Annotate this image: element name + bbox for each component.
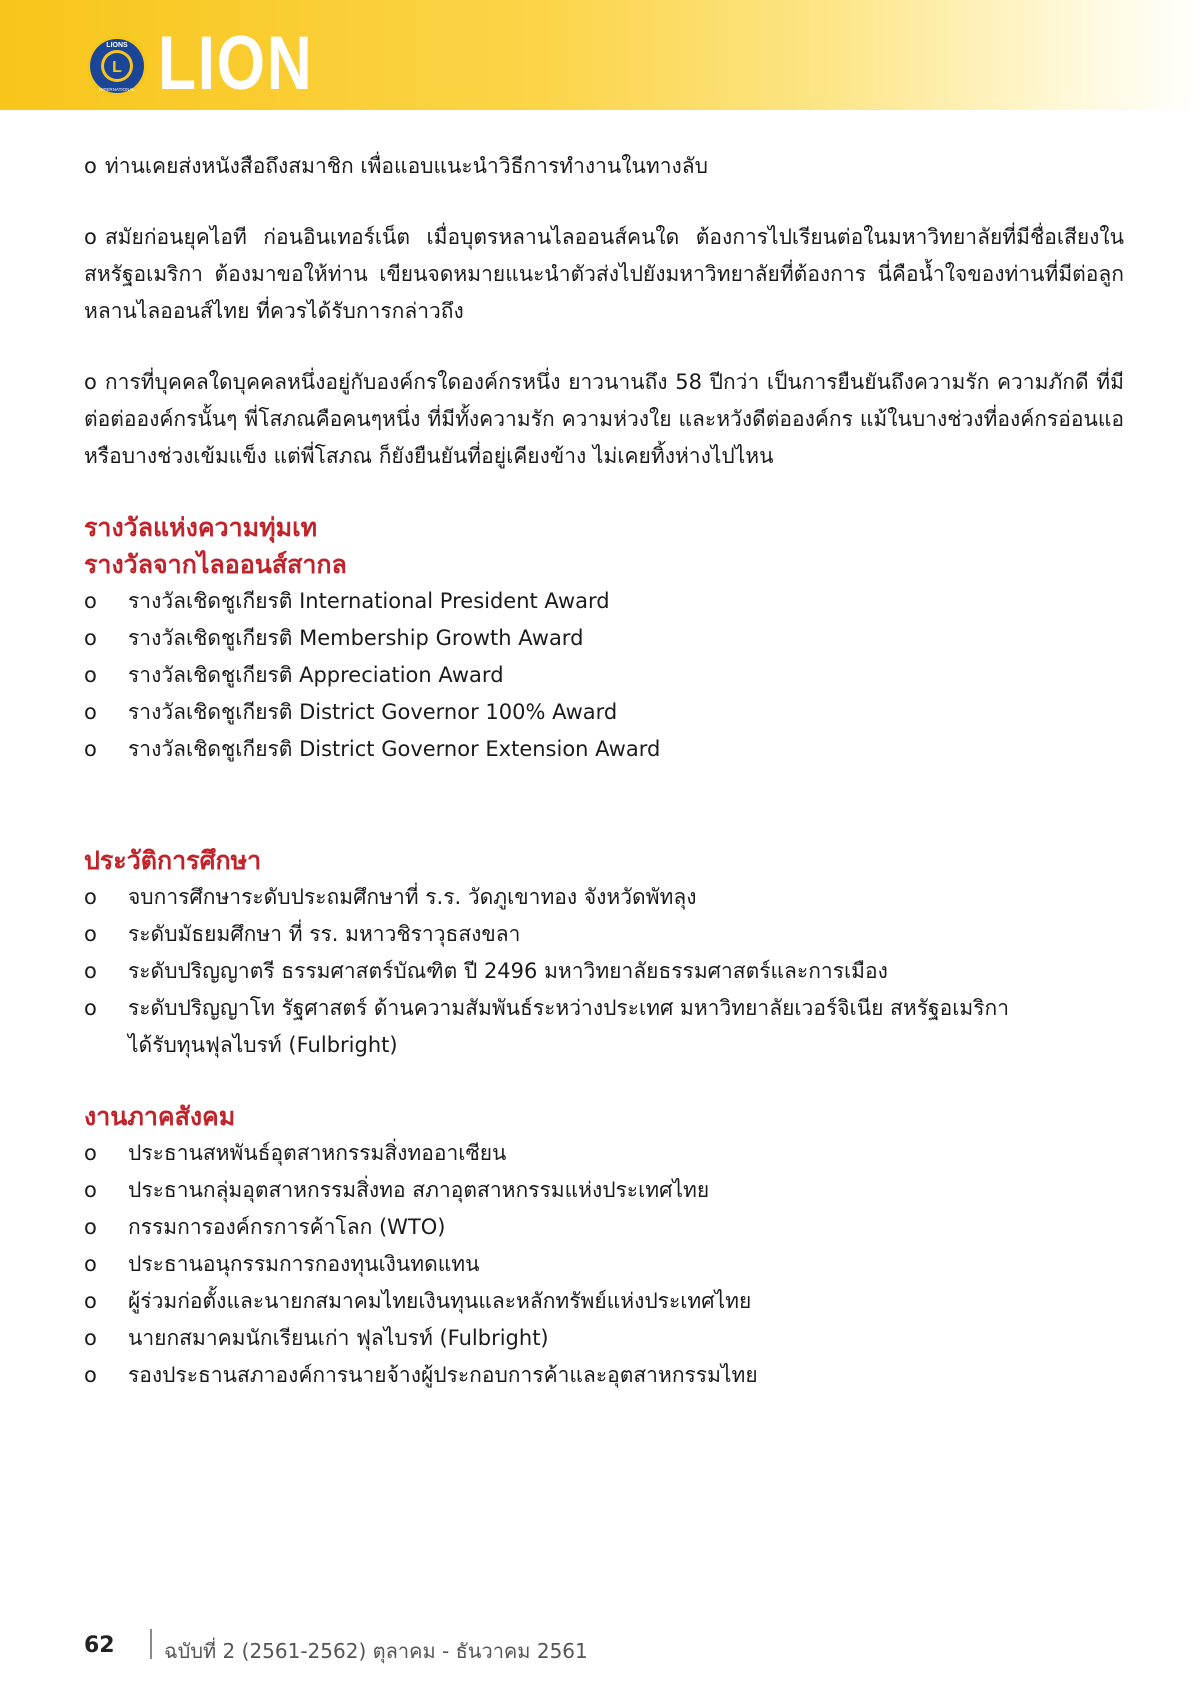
list-item [84, 990, 1124, 1064]
list-item [84, 1135, 1124, 1172]
list-item-text: นายกสมาคมนักเรียนเก่า ฟุลไบรท์ (Fulbright) [128, 1326, 549, 1350]
list-item [84, 1209, 1124, 1246]
list-item-text: ระดับมัธยมศึกษา ที่ รร. มหาวชิราวุธสงขลา [128, 922, 521, 946]
bullet-marker: o [84, 589, 97, 613]
bullet-marker: o [84, 1289, 97, 1313]
list-item [84, 1246, 1124, 1283]
list-item [84, 1320, 1124, 1357]
logo-top-text: LIONS [106, 42, 128, 49]
awards-subheading: รางวัลจากไลออนส์สากล [84, 550, 347, 579]
list-item-text: ประธานกลุ่มอุตสาหกรรมสิ่งทอ สภาอุตสาหกรรมแห่งประเทศไทย [128, 1178, 710, 1202]
list-item-text: ผู้ร่วมก่อตั้งและนายกสมาคมไทยเงินทุนและหลักทรัพย์แห่งประเทศไทย [128, 1289, 752, 1313]
logo-bottom-text: INTERNATIONAL [99, 87, 135, 92]
list-item [84, 879, 1124, 916]
lions-logo [86, 35, 148, 97]
list-item-text: ประธานสหพันธ์อุตสาหกรรมสิ่งทออาเซียน [128, 1141, 507, 1165]
list-item-text-continued: ได้รับทุนฟุลไบรท์ (Fulbright) [128, 1033, 398, 1057]
bullet-marker: o [84, 737, 97, 761]
issue-info: ฉบับที่ 2 (2561-2562) ตุลาคม - ธันวาคม 2561 [164, 1639, 588, 1663]
page-footer [84, 1627, 1134, 1667]
list-item [84, 657, 1124, 694]
list-item-text: รางวัลเชิดชูเกียรติ District Governor Extension Award [128, 737, 661, 761]
list-item [84, 583, 1124, 620]
bullet-marker: o [84, 1326, 97, 1350]
list-item-text: กรรมการองค์กรการค้าโลก (WTO) [128, 1215, 446, 1239]
list-item-text: ระดับปริญญาโท รัฐศาสตร์ ด้านความสัมพันธ์ระหว่างประเทศ มหาวิทยาลัยเวอร์จิเนีย สหรัฐอเมริกา [128, 996, 1010, 1020]
list-item-text: จบการศึกษาระดับประถมศึกษาที่ ร.ร. วัดภูเขาทอง จังหวัดพัทลุง [128, 885, 697, 909]
bullet-marker: o [84, 1178, 97, 1202]
lions-emblem-icon [86, 35, 148, 97]
awards-list [84, 583, 1124, 768]
list-item [84, 694, 1124, 731]
paragraph-text: การที่บุคคลใดบุคคลหนึ่งอยู่กับองค์กรใดองค์กรหนึ่ง ยาวนานถึง 58 ปีกว่า เป็นการยืนยันถึงความรัก ความภักดี ที่มีต่อต่อองค์กรนั้นๆ พี่โสภณคือคนๆหนึ่ง ที่มีทั้งความรัก ความห่วงใย และหวังดีต่อองค์กร แม้ในบางช่วงที่องค์กรอ่อนแอ หรือบางช่วงเข้มแข็ง แต่พี่โสภณ ก็ยังยืนยันที่อยู่เคียงข้าง ไม่เคยทิ้งห่างไปไหน [84, 370, 1124, 468]
footer-divider [150, 1629, 152, 1659]
intro-paragraph-1 [84, 148, 1124, 185]
bullet-marker: o [84, 1141, 97, 1165]
social-heading: งานภาคสังคม [84, 1102, 236, 1131]
bullet-marker: o [84, 959, 97, 983]
education-heading: ประวัติการศึกษา [84, 846, 262, 875]
list-item-text: รางวัลเชิดชูเกียรติ Membership Growth Award [128, 626, 584, 650]
page-number: 62 [84, 1633, 115, 1658]
header-banner [0, 0, 1200, 110]
list-item [84, 1172, 1124, 1209]
brand-title: LION [158, 21, 314, 106]
intro-paragraph-2 [84, 219, 1124, 330]
bullet-marker: o [84, 663, 97, 687]
list-item-text: รองประธานสภาองค์การนายจ้างผู้ประกอบการค้าและอุตสาหกรรมไทย [128, 1363, 758, 1387]
list-item-text: รางวัลเชิดชูเกียรติ District Governor 100% Award [128, 700, 618, 724]
intro-paragraph-3 [84, 364, 1124, 475]
list-item-text: ประธานอนุกรรมการกองทุนเงินทดแทน [128, 1252, 480, 1276]
bullet-marker: o [84, 370, 97, 394]
list-item-text: รางวัลเชิดชูเกียรติ Appreciation Award [128, 663, 504, 687]
list-item [84, 620, 1124, 657]
list-item [84, 916, 1124, 953]
list-item-text: ระดับปริญญาตรี ธรรมศาสตร์บัณฑิต ปี 2496 มหาวิทยาลัยธรรมศาสตร์และการเมือง [128, 959, 888, 983]
bullet-marker: o [84, 225, 97, 249]
bullet-marker: o [84, 885, 97, 909]
bullet-marker: o [84, 154, 97, 178]
logo-center-letter: L [112, 59, 122, 76]
bullet-marker: o [84, 996, 97, 1020]
social-list [84, 1135, 1124, 1394]
list-item [84, 953, 1124, 990]
list-item [84, 1357, 1124, 1394]
list-item-text: รางวัลเชิดชูเกียรติ International President Award [128, 589, 610, 613]
bullet-marker: o [84, 1215, 97, 1239]
awards-heading: รางวัลแห่งความทุ่มเท [84, 513, 318, 542]
bullet-marker: o [84, 626, 97, 650]
bullet-marker: o [84, 922, 97, 946]
bullet-marker: o [84, 700, 97, 724]
bullet-marker: o [84, 1363, 97, 1387]
paragraph-text: ท่านเคยส่งหนังสือถึงสมาชิก เพื่อแอบแนะนำวิธีการทำงานในทางลับ [104, 154, 708, 178]
education-list [84, 879, 1124, 1064]
list-item [84, 731, 1124, 768]
article-body [84, 148, 1124, 1394]
bullet-marker: o [84, 1252, 97, 1276]
list-item [84, 1283, 1124, 1320]
paragraph-text: สมัยก่อนยุคไอที ก่อนอินเทอร์เน็ต เมื่อบุตรหลานไลออนส์คนใด ต้องการไปเรียนต่อในมหาวิทยาลัยที่มีชื่อเสียงในสหรัฐอเมริกา ต้องมาขอให้ท่าน เขียนจดหมายแนะนำตัวส่งไปยังมหาวิทยาลัยที่ต้องการ นี่คือน้ำใจของท่านที่มีต่อลูกหลานไลออนส์ไทย ที่ควรได้รับการกล่าวถึง [84, 225, 1124, 323]
